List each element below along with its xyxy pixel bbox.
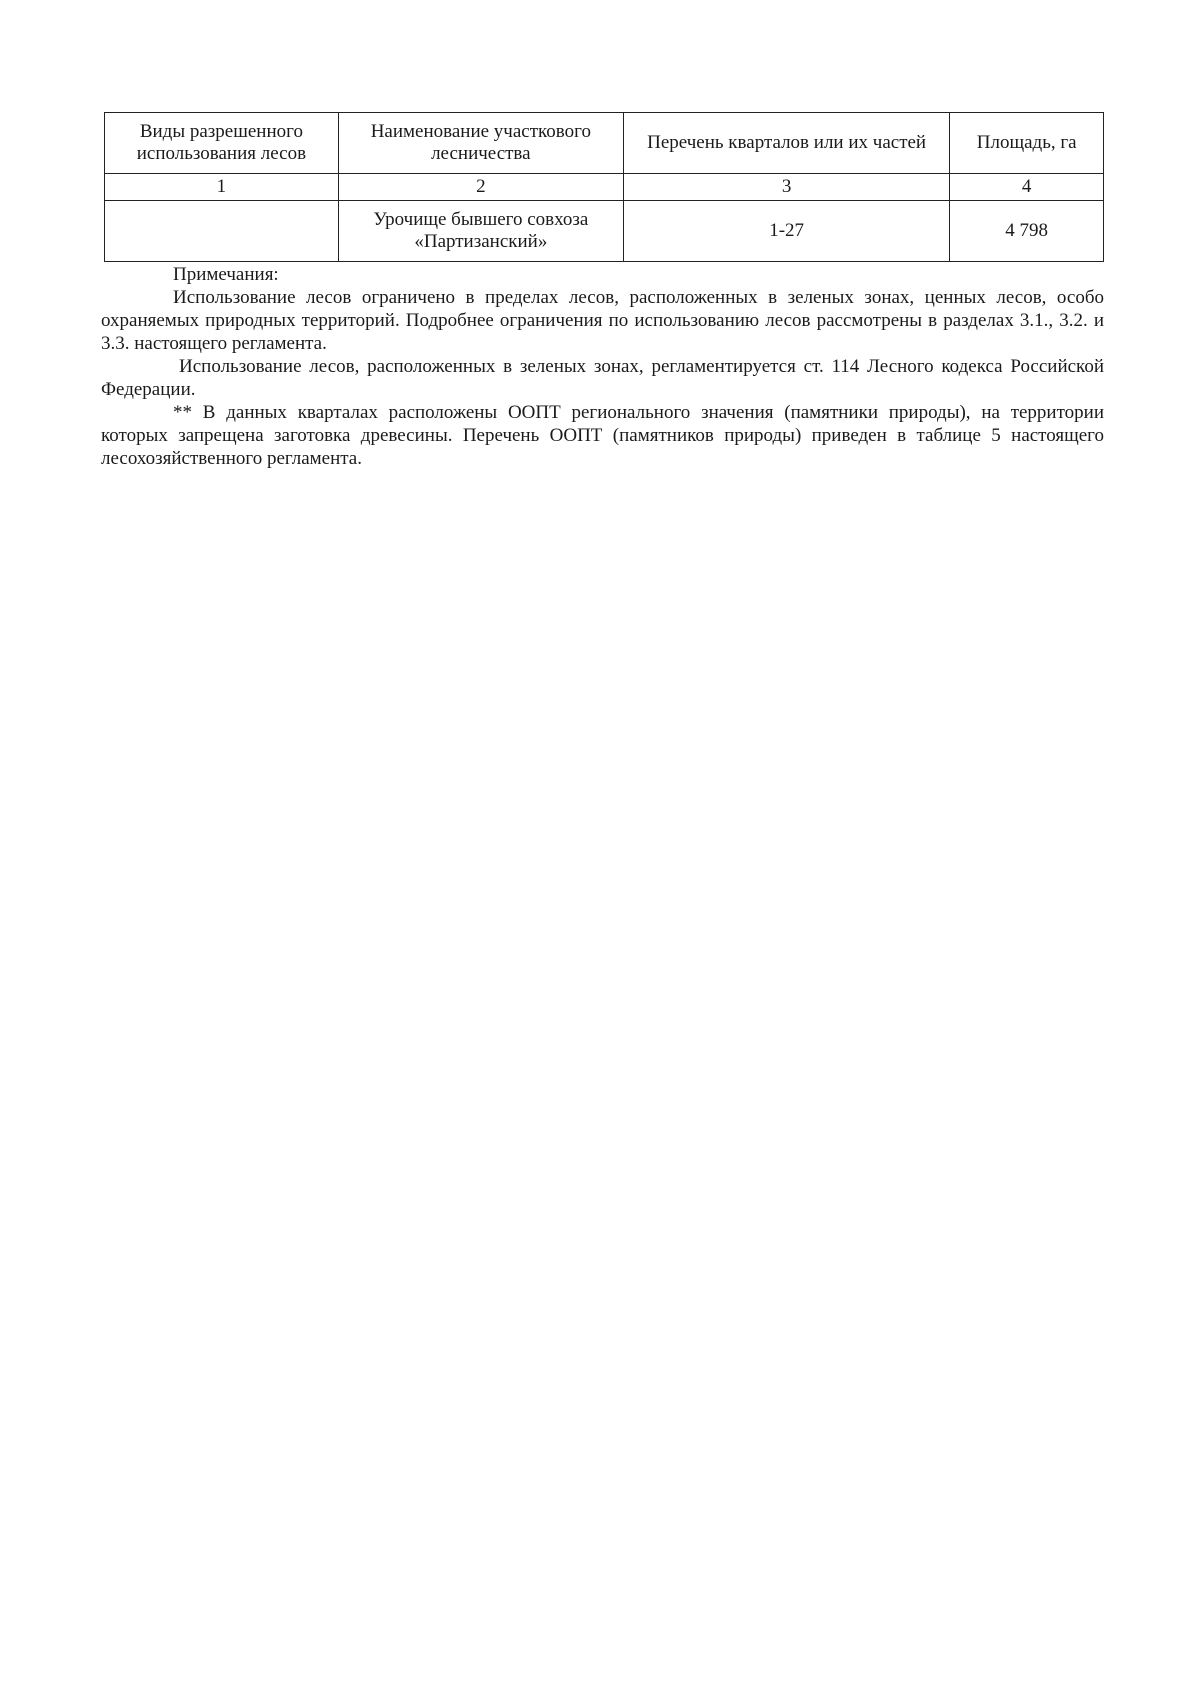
cell-quarters: 1-27 — [623, 201, 949, 262]
header-quarters-list: Перечень кварталов или их частей — [623, 113, 949, 174]
cell-use-type — [105, 201, 339, 262]
note-paragraph-1: Использование лесов ограничено в пределах лесов, расположенных в зеленых зонах, ценных лесов, особо охраняемых природных территорий. Подробнее ограничения по использованию лесов рассмотрены в разделах 3.1., 3.2. и 3.3. настоящего регламента. — [101, 287, 1104, 354]
header-area: Площадь, га — [950, 113, 1104, 174]
header-use-type: Виды разрешенного использования лесов — [105, 113, 339, 174]
table-header-row — [105, 113, 1104, 174]
forest-use-table — [104, 112, 1104, 262]
header-forestry-name: Наименование участкового лесничества — [338, 113, 623, 174]
note-paragraph-2: Использование лесов, расположенных в зеленых зонах, регламентируется ст. 114 Лесного кодекса Российской Федерации. — [101, 356, 1104, 400]
notes-title: Примечания: — [173, 264, 279, 285]
cell-area: 4 798 — [950, 201, 1104, 262]
column-number-3: 3 — [623, 174, 949, 201]
notes-section — [101, 263, 1104, 470]
column-number-1: 1 — [105, 174, 339, 201]
cell-forestry-name: Урочище бывшего совхоза «Партизанский» — [338, 201, 623, 262]
column-number-4: 4 — [950, 174, 1104, 201]
column-number-2: 2 — [338, 174, 623, 201]
table-column-numbers-row — [105, 174, 1104, 201]
table-row — [105, 201, 1104, 262]
note-paragraph-3: ** В данных кварталах расположены ООПТ регионального значения (памятники природы), на территории которых запрещена заготовка древесины. Перечень ООПТ (памятников природы) приведен в таблице 5 настоящего лесохозяйственного регламента. — [101, 402, 1104, 469]
